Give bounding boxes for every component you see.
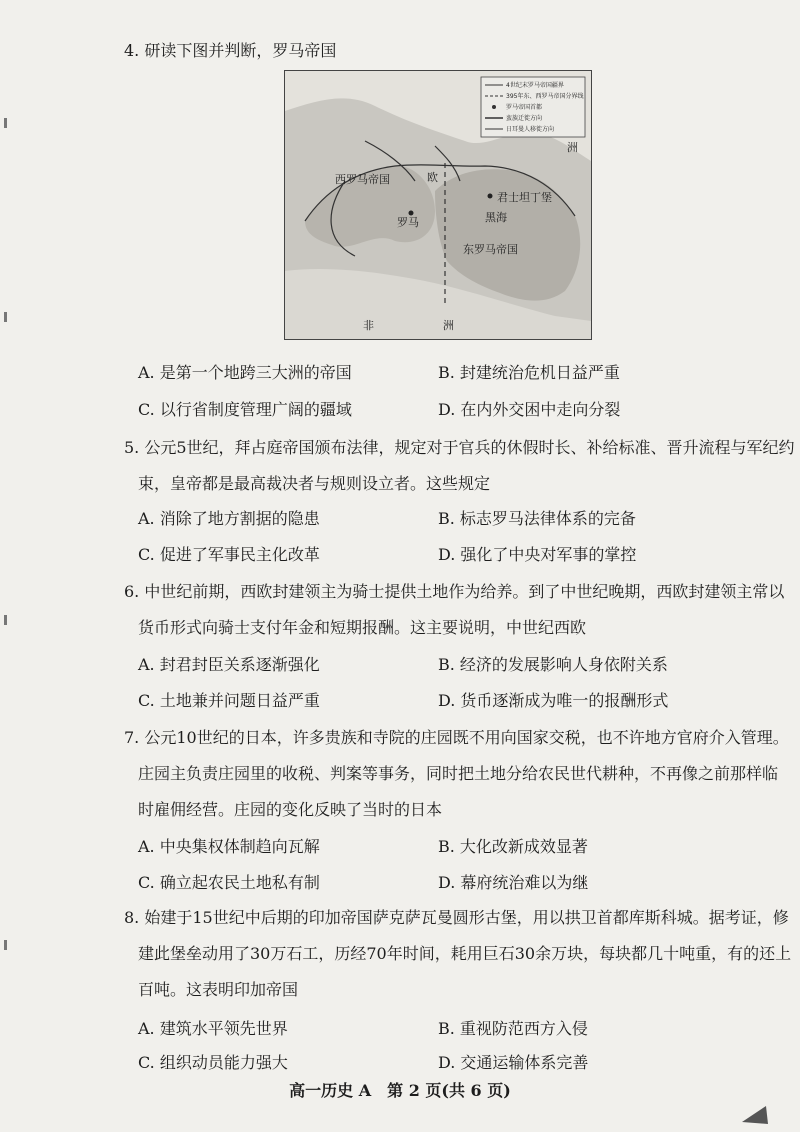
q8-option-b[interactable]: B. 重视防范西方入侵 xyxy=(438,1019,588,1038)
question-6-stem xyxy=(124,574,785,646)
stem-line: 束，皇帝都是最高裁决者与规则设立者。这些规定 xyxy=(138,474,491,493)
legend-item: 蛮族迁徙方向 xyxy=(506,115,543,122)
q7-option-a[interactable]: A. 中央集权体制趋向瓦解 xyxy=(138,837,320,856)
stem-line: 建此堡垒动用了30万石工，历经70年时间，耗用巨石30余万块，每块都几十吨重，有的还上 xyxy=(138,944,792,963)
q7-option-d[interactable]: D. 幕府统治难以为继 xyxy=(438,873,589,892)
question-8-stem xyxy=(124,900,792,1008)
q4-option-b[interactable]: B. 封建统治危机日益严重 xyxy=(438,363,620,382)
legend-item: 日耳曼人移徙方向 xyxy=(506,126,555,133)
map-label-rome: 罗马 xyxy=(397,216,419,229)
q6-option-a[interactable]: A. 封君封臣关系逐渐强化 xyxy=(138,655,320,674)
q8-option-a[interactable]: A. 建筑水平领先世界 xyxy=(138,1019,288,1038)
q7-option-c[interactable]: C. 确立起农民土地私有制 xyxy=(138,873,320,892)
q6-option-d[interactable]: D. 货币逐渐成为唯一的报酬形式 xyxy=(438,691,669,710)
map-label-europe: 欧 xyxy=(427,171,438,184)
stem-line: 5. 公元5世纪，拜占庭帝国颁布法律，规定对于官兵的休假时长、补给标准、晋升流程与军纪约 xyxy=(124,438,795,457)
stem-line: 6. 中世纪前期，西欧封建领主为骑士提供土地作为给养。到了中世纪晚期，西欧封建领主常以 xyxy=(124,582,785,601)
roman-empire-map xyxy=(284,70,592,340)
margin-tick xyxy=(4,615,7,625)
q4-option-c[interactable]: C. 以行省制度管理广阔的疆域 xyxy=(138,400,352,419)
margin-tick xyxy=(4,118,7,128)
stem-line: 7. 公元10世纪的日本，许多贵族和寺院的庄园既不用向国家交税，也不许地方官府介入管理。 xyxy=(124,728,789,747)
map-label-africa-2: 洲 xyxy=(443,319,454,332)
map-label-east-empire: 东罗马帝国 xyxy=(463,243,518,256)
page-footer: 高一历史 A 第 2 页(共 6 页) xyxy=(289,1081,511,1100)
q5-option-a[interactable]: A. 消除了地方割据的隐患 xyxy=(138,509,320,528)
margin-tick xyxy=(4,312,7,322)
margin-tick xyxy=(4,940,7,950)
q6-option-b[interactable]: B. 经济的发展影响人身依附关系 xyxy=(438,655,668,674)
stem-line: 货币形式向骑士支付年金和短期报酬。这主要说明，中世纪西欧 xyxy=(138,618,587,637)
q5-option-b[interactable]: B. 标志罗马法律体系的完备 xyxy=(438,509,636,528)
map-label-west-empire: 西罗马帝国 xyxy=(335,173,390,186)
legend-item: 395年东、西罗马帝国分界线 xyxy=(506,93,584,100)
map-graphic xyxy=(285,71,591,339)
map-label-constantinople: 君士坦丁堡 xyxy=(497,191,552,204)
q8-option-c[interactable]: C. 组织动员能力强大 xyxy=(138,1053,288,1072)
q5-option-c[interactable]: C. 促进了军事民主化改革 xyxy=(138,545,320,564)
map-label-black-sea: 黑海 xyxy=(485,211,507,224)
corner-fold-mark xyxy=(740,1102,770,1126)
question-7-stem xyxy=(124,720,789,828)
map-label-africa-1: 非 xyxy=(363,319,374,332)
stem-line: 庄园主负责庄园里的收税、判案等事务，同时把土地分给农民世代耕种，不再像之前那样临 xyxy=(138,764,779,783)
legend-item: 罗马帝国首都 xyxy=(506,104,543,111)
q8-option-d[interactable]: D. 交通运输体系完善 xyxy=(438,1053,589,1072)
q7-option-b[interactable]: B. 大化改新成效显著 xyxy=(438,837,588,856)
q6-option-c[interactable]: C. 土地兼并问题日益严重 xyxy=(138,691,320,710)
q4-option-a[interactable]: A. 是第一个地跨三大洲的帝国 xyxy=(138,363,352,382)
q5-option-d[interactable]: D. 强化了中央对军事的掌控 xyxy=(438,545,637,564)
question-4-stem: 4. 研读下图并判断，罗马帝国 xyxy=(124,41,337,60)
legend-item: 4世纪末罗马帝国疆界 xyxy=(506,82,564,89)
stem-line: 时雇佣经营。庄园的变化反映了当时的日本 xyxy=(138,800,443,819)
q4-option-d[interactable]: D. 在内外交困中走向分裂 xyxy=(438,400,621,419)
map-label-asia: 洲 xyxy=(567,141,578,154)
stem-line: 百吨。这表明印加帝国 xyxy=(138,980,299,999)
stem-line: 8. 始建于15世纪中后期的印加帝国萨克萨瓦曼圆形古堡，用以拱卫首都库斯科城。据考证，修 xyxy=(124,908,789,927)
question-5-stem xyxy=(124,430,795,502)
